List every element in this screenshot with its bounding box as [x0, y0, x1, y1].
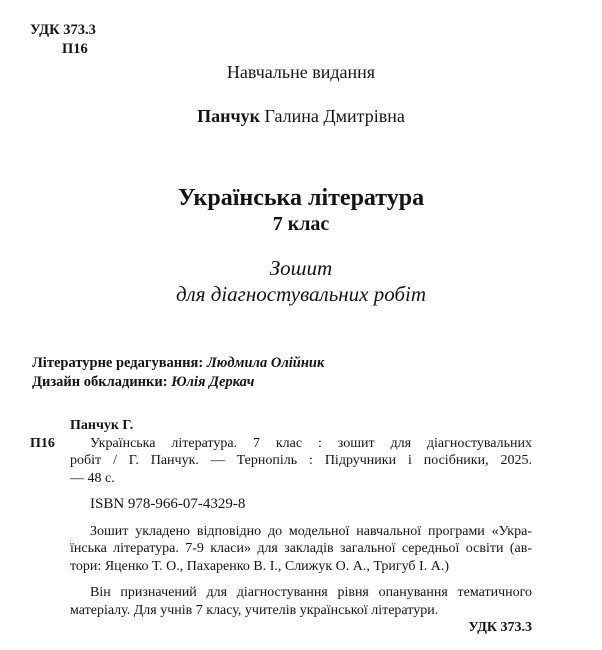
paragraph-line: Він призначений для діагностування рівня опанування тематичного — [90, 585, 532, 600]
udk-code-bottom: УДК 373.3 — [468, 620, 532, 635]
description-line: — 48 с. — [70, 470, 115, 486]
credit-name: Людмила Олійник — [206, 355, 325, 371]
credit-cover-design — [32, 374, 254, 391]
isbn: ISBN 978-966-07-4329-8 — [90, 496, 246, 512]
credit-label: Дизайн обкладинки: — [32, 374, 168, 390]
udk-code-top: УДК 373.3 — [30, 22, 96, 38]
edition-type: Навчальне видання — [226, 62, 376, 82]
subtitle-1: Зошит — [269, 256, 333, 280]
paragraph-line: матеріалу. Для учнів 7 класу, учителів української літератури. — [70, 602, 439, 618]
book-title: Українська література — [177, 185, 425, 211]
description-line: Українська література. 7 клас : зошит для діагностувальних — [90, 435, 532, 451]
catalog-author: Панчук Г. — [70, 418, 134, 433]
paragraph-line: Зошит укладено відповідно до модельної навчальної програми «Укра- — [90, 523, 532, 539]
credit-label: Літературне редагування: — [32, 355, 204, 371]
catalog-record — [30, 417, 532, 637]
subtitle-2: для діагностувальних робіт — [175, 282, 427, 306]
catalog-code-top: П16 — [62, 41, 88, 57]
paragraph-line: їнська література. 7-9 класи» для закладів загальної середньої освіти (ав- — [70, 541, 532, 556]
catalog-code: П16 — [30, 435, 55, 451]
author-names: Галина Дмитрівна — [264, 106, 405, 126]
author-line — [0, 106, 602, 127]
book-grade: 7 клас — [272, 213, 330, 235]
author-surname: Панчук — [197, 106, 261, 126]
credit-name: Юлія Деркач — [171, 374, 255, 390]
description-line: робіт / Г. Панчук. — Тернопіль : Підручники і посібники, 2025. — [70, 453, 532, 468]
paragraph-line: тори: Яценко Т. О., Пахаренко В. І., Слижук О. А., Тригуб І. А.) — [70, 558, 449, 574]
credit-editor — [32, 355, 324, 372]
